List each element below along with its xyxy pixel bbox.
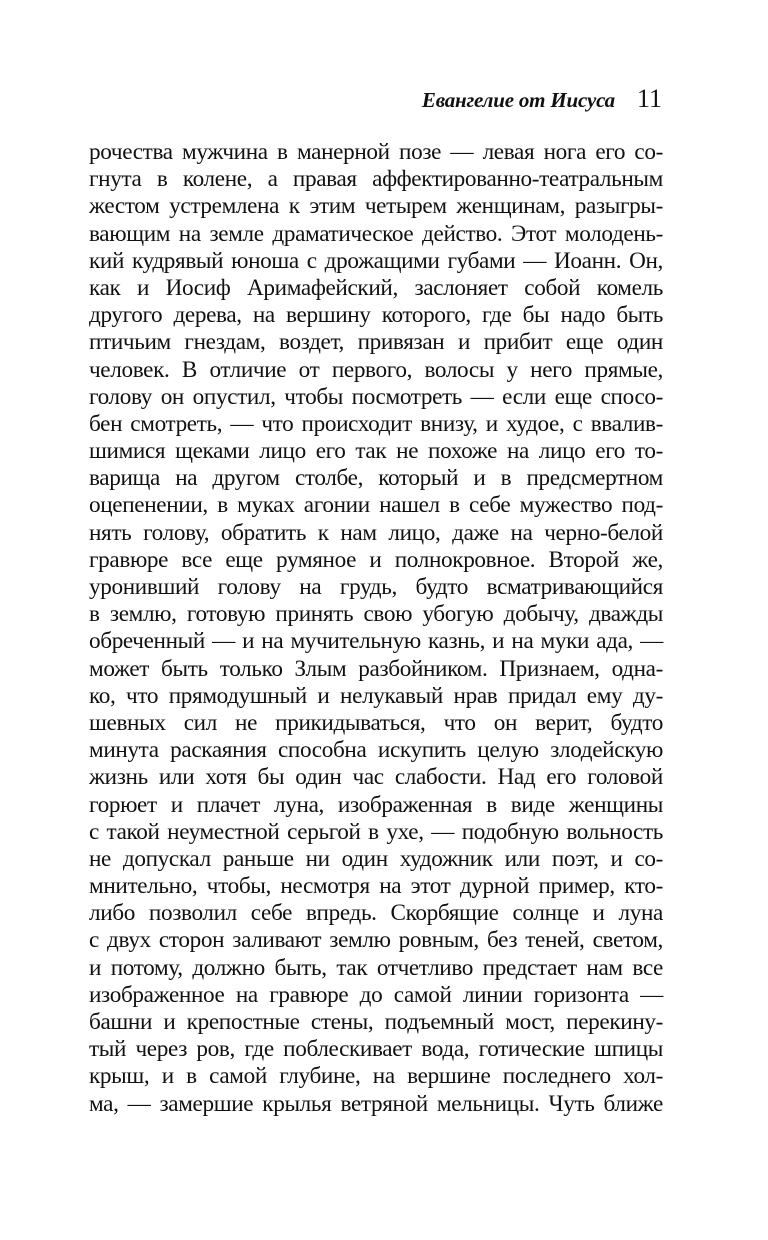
text-line: кий кудрявый юноша с дрожащими губами — Иоанн. Он, <box>89 247 663 274</box>
text-line: жизнь или хотя бы один час слабости. Над его головой <box>89 764 663 791</box>
text-line: шимися щеками лицо его так не похоже на лицо его то- <box>89 438 663 465</box>
body-text <box>89 139 663 1118</box>
text-line: варища на другом столбе, который и в предсмертном <box>89 465 663 492</box>
text-line: гнута в колене, а правая аффектированно-театральным <box>89 166 663 193</box>
running-title: Евангелие от Иисуса <box>421 88 615 112</box>
text-line: бен смотреть, — что происходит внизу, и худое, с ввалив- <box>89 410 663 437</box>
text-line: обреченный — и на мучительную казнь, и на муки ада, — <box>89 628 663 655</box>
text-line: голову он опустил, чтобы посмотреть — если еще спосо- <box>89 383 663 410</box>
text-line: в землю, готовую принять свою убогую добычу, дважды <box>89 601 663 628</box>
running-header <box>88 84 662 118</box>
text-line: ко, что прямодушный и нелукавый нрав придал ему ду- <box>89 682 663 709</box>
text-line: и потому, должно быть, так отчетливо предстает нам все <box>89 954 663 981</box>
text-line: либо позволил себе впредь. Скорбящие солнце и луна <box>89 900 663 927</box>
text-line: оцепенении, в муках агонии нашел в себе мужество под- <box>89 492 663 519</box>
text-line: как и Иосиф Аримафейский, заслоняет собой комель <box>89 274 663 301</box>
text-line: рочества мужчина в манерной позе — левая нога его со- <box>89 139 663 165</box>
page-number: 11 <box>636 84 662 113</box>
text-line: с такой неуместной серьгой в ухе, — подобную вольность <box>89 818 663 845</box>
text-line: может быть только Злым разбойником. Признаем, одна- <box>89 655 663 682</box>
text-line: крыш, и в самой глубине, на вершине последнего хол- <box>89 1063 663 1090</box>
text-line: горюет и плачет луна, изображенная в виде женщины <box>89 791 663 818</box>
text-line: изображенное на гравюре до самой линии горизонта — <box>89 981 663 1008</box>
text-line: гравюре все еще румяное и полнокровное. Второй же, <box>89 546 663 573</box>
text-line: жестом устремлена к этим четырем женщинам, разыгры- <box>89 193 663 220</box>
text-line: уронивший голову на грудь, будто всматривающийся <box>89 574 663 600</box>
text-line: человек. В отличие от первого, волосы у него прямые, <box>89 356 663 383</box>
text-line: шевных сил не прикидываться, что он верит, будто <box>89 709 663 736</box>
text-line: нять голову, обратить к нам лицо, даже на черно-белой <box>89 519 663 546</box>
text-line: ма, — замершие крылья ветряной мельницы. Чуть ближе <box>89 1090 663 1117</box>
text-line: башни и крепостные стены, подъемный мост, перекину- <box>89 1009 663 1035</box>
text-line: вающим на земле драматическое действо. Этот молодень- <box>89 220 663 247</box>
text-line: птичьим гнездам, воздет, привязан и прибит еще один <box>89 329 663 356</box>
text-line: с двух сторон заливают землю ровным, без теней, светом, <box>89 927 663 954</box>
text-line: тый через ров, где поблескивает вода, готические шпицы <box>89 1036 663 1063</box>
text-line: другого дерева, на вершину которого, где бы надо быть <box>89 302 663 329</box>
text-line: не допускал раньше ни один художник или поэт, и со- <box>89 845 663 872</box>
text-line: мнительно, чтобы, несмотря на этот дурной пример, кто- <box>89 873 663 900</box>
text-line: минута раскаяния способна искупить целую злодейскую <box>89 737 663 764</box>
